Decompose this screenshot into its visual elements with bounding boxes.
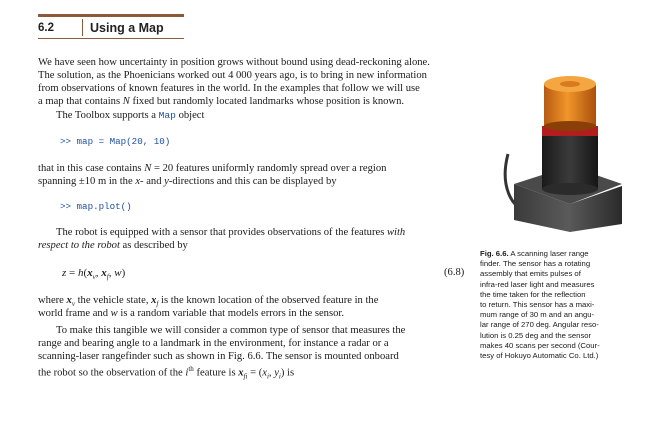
paragraph-line: We have seen how uncertainty in position grows without bound using dead-reckoning alone. [38,57,430,68]
text-fragment: feature is [193,367,239,379]
caption-line: A scanning laser range [508,249,589,258]
section-number: 6.2 [38,22,54,34]
text-fragment: fixed but randomly located landmarks whose position is known. [129,96,405,107]
code-line: >> map.plot() [60,201,132,212]
paragraph-line [38,95,404,108]
text-fragment: the vehicle state, [74,295,152,306]
caption-line: mum range of 30 m and an angu- [480,310,595,320]
caption-line: lution is 0.25 deg and the sensor [480,330,592,340]
math-symbol: y [164,176,169,187]
text-fragment: world frame and [38,308,111,319]
heading-separator [82,19,83,36]
caption-line: the time taken for the reflection [480,289,586,299]
paragraph-line [38,162,386,175]
paragraph-line: from observations of known features in the world. In the examples that follow we will use [38,83,420,94]
paragraph-line [38,239,188,252]
text-fragment: as described by [119,240,188,251]
paragraph-line: scanning-laser rangefinder such as shown in Fig. 6.6. The sensor is mounted onboard [38,351,399,362]
equation-number: (6.8) [444,267,465,278]
math-symbol: i [185,367,189,379]
caption-line: tesy of Hokuyo Automatic Co. Ltd.) [480,351,599,361]
caption-line: infra-red laser light and measures [480,279,595,289]
paragraph-line [56,226,405,239]
text-fragment: is a random variable that models errors in the sensor. [117,308,344,319]
italic-text: respect to the robot [38,240,120,251]
text-fragment: where [38,295,67,306]
text-fragment: ) is [280,367,295,379]
paragraph-line [38,175,337,188]
caption-line: makes 40 scans per second (Cour- [480,340,600,350]
math-symbol: w [110,308,118,319]
text-fragment: The Toolbox supports a [56,110,159,121]
text-fragment: object [175,110,205,121]
laser-rangefinder-photo [500,34,632,234]
text-fragment: = ( [247,367,263,379]
equation: $z = h(x_v$, $x_f$, w) [62,267,126,282]
paragraph-line: the robot so the observation of the $i^{th}$ feature is $x_{fi} = (x_i$, $y_i$) is [38,365,295,381]
subscript: i [266,372,269,381]
text-fragment: that in this case contains [38,163,145,174]
inline-code: Map [158,110,176,121]
text-fragment: a map that contains [38,96,123,107]
text-fragment: the robot so the observation of the [38,367,186,379]
paragraph-line [56,109,204,122]
italic-text: with [386,227,406,238]
text-fragment: , [268,367,275,379]
math-symbol: x [262,367,267,379]
math-symbol: x [135,176,141,187]
paragraph-line: where $x_v$ the vehicle state, $x_f$ is the known location of the observed feature in the [38,295,379,309]
superscript: th [188,365,194,373]
sensor-body [542,129,598,189]
caption-line: lar range of 270 deg. Angular reso- [480,320,599,330]
figure-caption [480,249,652,361]
math-symbol: y [274,367,279,379]
sensor-head-rim [544,121,596,131]
sensor-head-cap [560,81,580,87]
text-fragment: The robot is equipped with a sensor that provides observations of the features [56,227,387,238]
sensor-body-bottom [542,183,598,195]
text-fragment: is the known location of the observed feature in the [158,295,379,306]
math-symbol: N [144,163,152,174]
heading-under-rule [38,38,184,39]
paragraph-line: range and bearing angle to a landmark in the environment, for instance a radar or a [38,338,389,349]
paragraph-line: To make this tangible we will consider a common type of sensor that measures the [56,325,406,336]
paragraph-line [38,307,344,320]
text-fragment: -directions and this can be displayed by [168,176,337,187]
code-line: >> map = Map(20, 10) [60,136,171,147]
heading-top-rule [38,14,184,17]
text-fragment: spanning ±10 m in the [38,176,136,187]
math-symbol: N [122,96,130,107]
caption-line: to return. This sensor has a maxi- [480,300,595,310]
caption-line: assembly that emits pulses of [480,269,581,279]
subscript: i [278,372,281,381]
text-fragment: - and [140,176,165,187]
paragraph-line: The solution, as the Phoenicians worked out 4 000 years ago, is to bring in new information [38,70,427,81]
text-fragment: = 20 features uniformly randomly spread over a region [151,163,387,174]
caption-line: finder. The sensor has a rotating [480,259,591,269]
laser-rangefinder-illustration [500,34,632,234]
caption-label: Fig. 6.6. [480,249,509,258]
section-title: Using a Map [90,21,164,35]
